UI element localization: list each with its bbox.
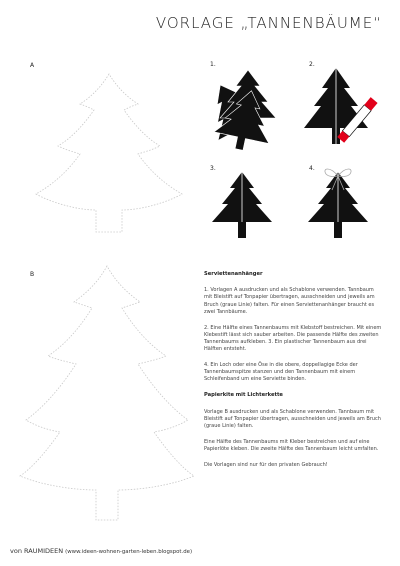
template-b-label: B — [30, 271, 35, 278]
instructions — [204, 271, 382, 478]
footer — [10, 547, 192, 555]
step-2-label: 2. — [309, 61, 315, 68]
step-3-illustration — [202, 170, 284, 242]
napkin-step-4: 4. Ein Loch oder eine Öse in die obere, doppellagige Ecke der Tannenbaumspitze stanzen und den Tannenbaum mit einem Schleifenband um eine Serviette binden. — [204, 362, 358, 383]
template-a-label: A — [30, 62, 35, 69]
step-4-illustration — [298, 160, 380, 242]
page-title: VORLAGE „TANNENBÄUME“ — [155, 14, 382, 32]
garland-heading: Papierkite mit Lichterkette — [204, 392, 283, 399]
usage-note: Die Vorlagen sind nur für den privaten Gebrauch! — [204, 462, 328, 469]
template-a-outline — [28, 72, 190, 254]
garland-text-1: Vorlage B ausdrucken und als Schablone verwenden. Tannbaum mit Bleistift auf Tonpapier übertragen, ausschneiden und jeweils am Bruch (graue Linie) falten. — [204, 408, 381, 429]
napkin-step-2: 2. Eine Hälfte eines Tannenbaums mit Klebstoff bestreichen. Mit einem Klebestift lässt sich sauber arbeiten. Die passende Hälfte des zweiten Tannenbaums aufkleben. 3. Ein plastischer Tannenbaum aus drei Hälften entsteht. — [204, 324, 382, 353]
template-b-outline — [16, 262, 198, 527]
step-4-label: 4. — [309, 165, 315, 172]
footer-brand: von RAUMIDEEN — [10, 547, 64, 555]
garland-text-2: Eine Hälfte des Tannenbaums mit Kleber bestreichen und auf eine Papierlöte kleben. Die zweite Hälfte des Tannenbaum leicht umfalten. — [204, 439, 379, 453]
step-3-label: 3. — [210, 165, 216, 172]
napkin-heading: Serviettenanhänger — [204, 271, 263, 277]
step-2-illustration — [296, 64, 378, 156]
step-1-illustration — [200, 66, 282, 158]
napkin-step-1: 1. Vorlagen A ausdrucken und als Schablone verwenden. Tannbaum mit Bleistift auf Tonpapier übertragen, ausschneiden und jeweils am Bruch (graue Linie) falten. Für einen Serviettenanhänger braucht es zwei Tannbäume. — [204, 287, 375, 315]
step-1-label: 1. — [210, 61, 216, 68]
footer-url[interactable]: (www.ideen-wohnen-garten-leben.blogspot.de) — [65, 549, 193, 555]
